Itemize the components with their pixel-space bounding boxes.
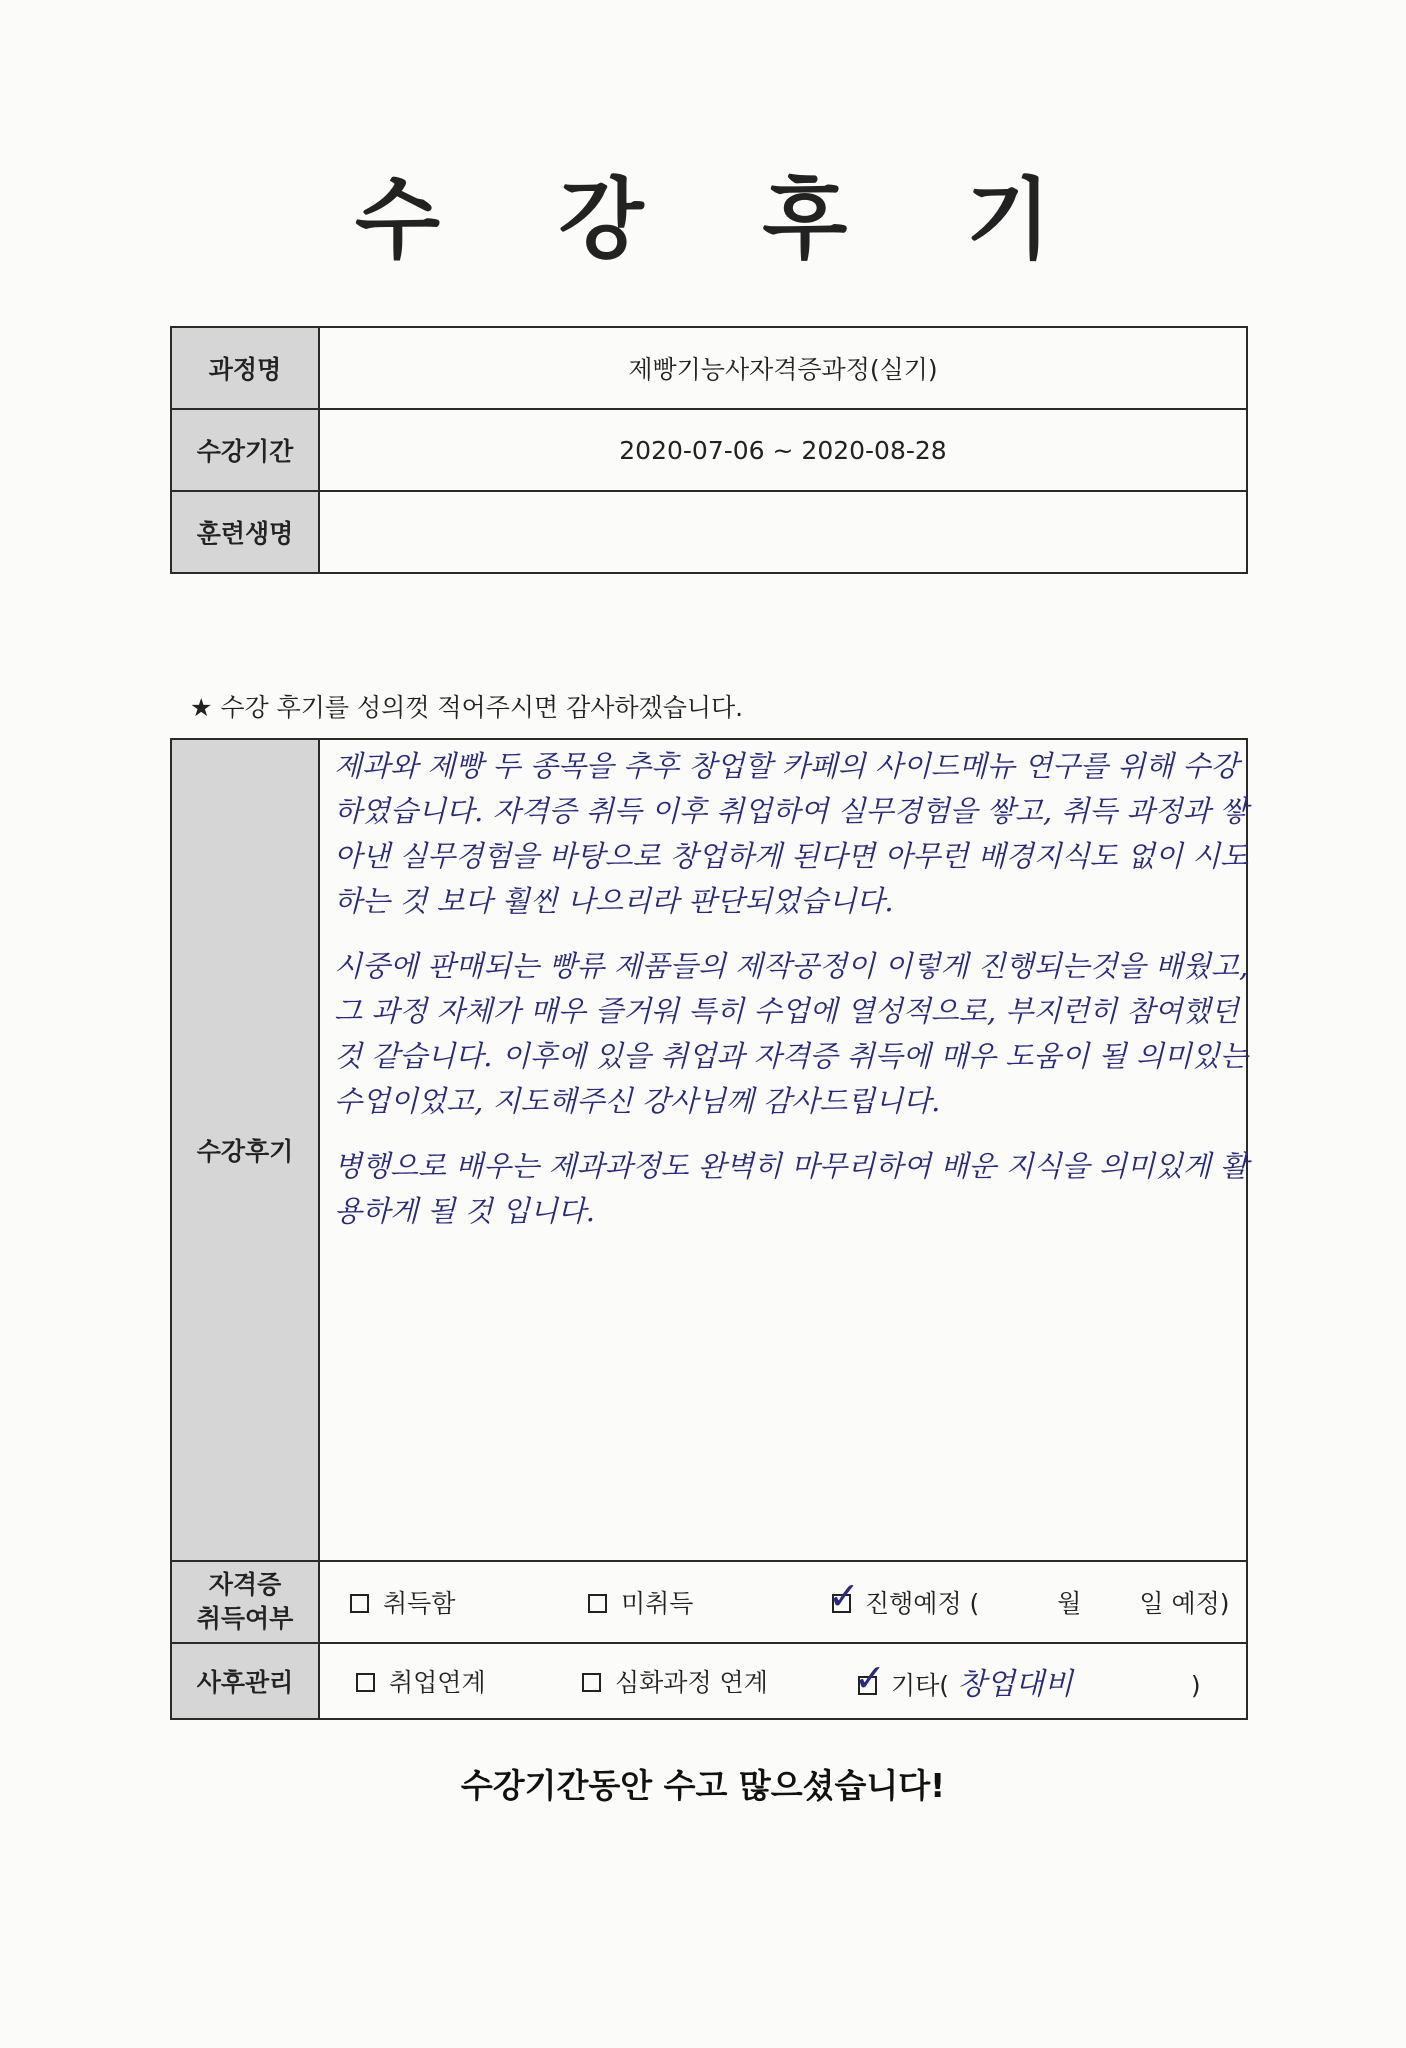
page-title: 수 강 후 기 bbox=[355, 168, 1095, 271]
option-in-progress[interactable] bbox=[828, 1573, 1230, 1620]
review-table bbox=[170, 738, 1248, 1720]
instruction-note: ★ 수강 후기를 성의껏 적어주시면 감사하겠습니다. bbox=[190, 693, 744, 722]
closing-message: 수강기간동안 수고 많으셨습니다! bbox=[460, 1766, 946, 1805]
course-row bbox=[171, 327, 1247, 409]
certification-label bbox=[171, 1561, 319, 1643]
trainee-name-row bbox=[171, 491, 1247, 573]
aftercare-row bbox=[171, 1643, 1247, 1719]
checkbox-other[interactable] bbox=[854, 1655, 886, 1700]
option-other[interactable] bbox=[854, 1655, 1201, 1703]
review-body[interactable] bbox=[319, 739, 1247, 1561]
period-label: 수강기간 bbox=[171, 409, 319, 491]
aftercare-options bbox=[319, 1643, 1247, 1719]
checkbox-acquired[interactable] bbox=[350, 1594, 369, 1613]
checkbox-not-acquired[interactable] bbox=[588, 1594, 607, 1613]
option-in-progress-label: 진행예정 ( bbox=[865, 1589, 980, 1618]
day-label: 일 예정) bbox=[1139, 1589, 1230, 1618]
checkbox-advanced-course[interactable] bbox=[582, 1673, 601, 1692]
option-not-acquired-label: 미취득 bbox=[621, 1589, 694, 1618]
handwritten-review bbox=[334, 744, 1264, 1254]
review-row bbox=[171, 739, 1247, 1561]
other-close-paren: ) bbox=[1190, 1671, 1201, 1700]
option-acquired-label: 취득함 bbox=[383, 1589, 456, 1618]
option-advanced-course-label: 심화과정 연계 bbox=[615, 1668, 768, 1697]
aftercare-label: 사후관리 bbox=[171, 1643, 319, 1719]
option-job-link-label: 취업연계 bbox=[389, 1668, 486, 1697]
option-acquired[interactable] bbox=[350, 1584, 455, 1620]
course-info-table bbox=[170, 326, 1248, 574]
checkbox-job-link[interactable] bbox=[356, 1673, 375, 1692]
option-other-label: 기타( bbox=[891, 1671, 950, 1700]
certification-label-line1: 자격증 bbox=[208, 1570, 282, 1599]
course-label: 과정명 bbox=[171, 327, 319, 409]
option-not-acquired[interactable] bbox=[588, 1584, 693, 1620]
certification-row bbox=[171, 1561, 1247, 1643]
review-paragraph: 시중에 판매되는 빵류 제품들의 제작공정이 이렇게 진행되는것을 배웠고, 그 과정 자체가 매우 즐거워 특히 수업에 열성적으로, 부지런히 참여했던 것 같습니다. 이후에 있을 취업과 자격증 취득에 매우 도움이 될 의미있는 수업이었고, 지도해주신 강사님께 감사드립니다. bbox=[334, 949, 1249, 1118]
review-paragraph: 병행으로 배우는 제과과정도 완벽히 마무리하여 배운 지식을 의미있게 활용하게 될 것 입니다. bbox=[334, 1149, 1249, 1228]
certification-options bbox=[319, 1561, 1247, 1643]
trainee-name-label: 훈련생명 bbox=[171, 491, 319, 573]
option-advanced-course[interactable] bbox=[582, 1663, 768, 1699]
checkmark-icon: ✓ bbox=[854, 1655, 886, 1700]
period-row bbox=[171, 409, 1247, 491]
review-paragraph: 제과와 제빵 두 종목을 추후 창업할 카페의 사이드메뉴 연구를 위해 수강하였습니다. 자격증 취득 이후 취업하여 실무경험을 쌓고, 취득 과정과 쌓아낸 실무경험을 바탕으로 창업하게 된다면 아무런 배경지식도 없이 시도하는 것 보다 훨씬 나으리라 판단되었습니다. bbox=[334, 749, 1249, 918]
period-value: 2020-07-06 ~ 2020-08-28 bbox=[319, 409, 1247, 491]
checkbox-in-progress[interactable] bbox=[828, 1573, 860, 1618]
month-label: 월 bbox=[1057, 1589, 1082, 1618]
review-label: 수강후기 bbox=[171, 739, 319, 1561]
trainee-name-field[interactable] bbox=[319, 491, 1247, 573]
checkmark-icon: ✓ bbox=[828, 1573, 860, 1618]
option-job-link[interactable] bbox=[356, 1663, 486, 1699]
other-handwritten-value: 창업대비 bbox=[957, 1667, 1073, 1702]
course-value: 제빵기능사자격증과정(실기) bbox=[319, 327, 1247, 409]
certification-label-line2: 취득여부 bbox=[196, 1604, 294, 1633]
